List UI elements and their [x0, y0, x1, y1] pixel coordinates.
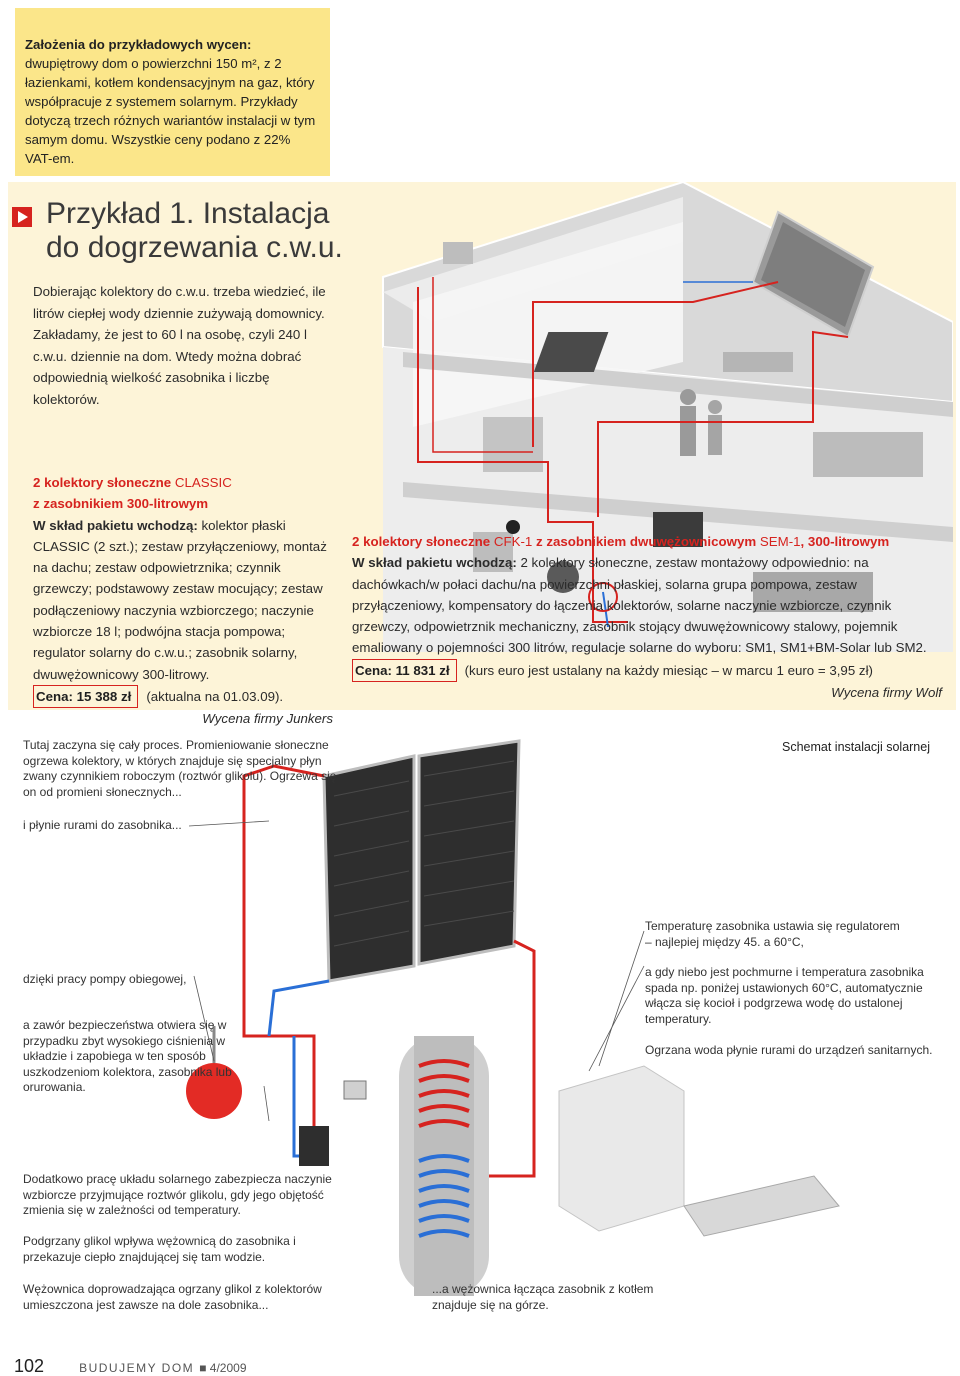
note-regulator: Temperaturę zasobnika ustawia się regulatorem – najlepiej między 45. a 60°C,	[645, 919, 900, 949]
offer2-pack-label: W skład pakietu wchodzą:	[352, 555, 517, 571]
offer1-price-row	[33, 685, 333, 708]
title-line-2: do dogrzewania c.w.u.	[46, 231, 343, 264]
offer1-heading	[33, 472, 333, 493]
offer2-heading-b: CFK-1	[493, 534, 533, 549]
offer1-price-note: (aktualna na 01.03.09).	[146, 688, 284, 704]
title-line-1: Przykład 1. Instalacja	[46, 197, 330, 230]
page-footer	[14, 1356, 247, 1376]
offer1-pack-text: kolektor płaski CLASSIC (2 szt.); zestaw przyłączeniowy, montaż na dachu; zestaw odpowietrznika; czynnik grzewczy; podstawowy zestaw mocujący; zestaw podłączeniowy naczynia wzbiorczego; naczynie wzbiorcze 18 l; podwójna stacja pompowa; regulator solarny do c.w.u.; zasobnik solarny, dwuwężownicowy 300-litrowy.	[33, 517, 327, 682]
diagram-title: Schemat instalacji solarnej	[782, 740, 930, 754]
offer2-heading-c: z zasobnikiem dwuwężownicowym	[532, 534, 760, 549]
offer2-price: Cena: 11 831 zł	[352, 659, 457, 682]
page-number: 102	[14, 1356, 45, 1376]
hot-water-tank	[399, 1036, 489, 1296]
offer2-heading	[352, 531, 942, 552]
offer2-pack	[352, 552, 942, 658]
play-arrow-icon	[12, 207, 32, 227]
article-title	[46, 197, 343, 265]
assumptions-text: dwupiętrowy dom o powierzchni 150 m², z 2 łazienkami, kotłem kondensacyjnym na gaz, który współpracuje z systemem solarnym. Przykłady dotyczą trzech różnych wariantów instalacji w tym samym domu. Wszystkie ceny podano z 22% VAT-em.	[25, 56, 316, 166]
offer-wolf	[352, 531, 942, 703]
offer2-price-note: (kurs euro jest ustalany na każdy miesiąc – w marcu 1 euro = 3,95 zł)	[464, 662, 873, 678]
offer2-heading-e: , 300-litrowym	[800, 534, 890, 549]
offer1-firm: Wycena firmy Junkers	[202, 711, 333, 727]
offer1-heading-b: CLASSIC	[174, 475, 232, 490]
note-pipes-to-tank: i płynie rurami do zasobnika...	[23, 818, 182, 832]
note-hot-water-out: Ogrzana woda płynie rurami do urządzeń sanitarnych.	[645, 1043, 933, 1057]
note-expansion-vessel: Dodatkowo pracę układu solarnego zabezpiecza naczynie wzbiorcze przyjmujące roztwór glikolu, gdy jego objętość zmienia się w zależności od temperatury.	[23, 1172, 332, 1217]
offer1-pack-label: W skład pakietu wchodzą:	[33, 517, 198, 533]
issue-separator-icon: ■	[199, 1361, 210, 1375]
solar-controller	[344, 1081, 366, 1099]
gas-boiler	[559, 1066, 684, 1231]
note-boiler-backup: a gdy niebo jest pochmurne i temperatura zasobnika spada np. poniżej ustawionych 60°C, automatycznie włącza się kocioł i podgrzewa wodę do ustalonej temperatury.	[645, 965, 924, 1026]
assumptions-lead: Założenia do przykładowych wycen:	[25, 37, 252, 52]
offer2-pack-text: 2 kolektory słoneczne, zestaw montażowy odpowiednio: na dachówkach/w połaci dachu/na powierzchni płaskiej, solarna grupa pompowa, zestaw przyłączeniowy, kompensatory do łączenia kolektorów, solarne naczynie wzbiorcze, czynnik grzewczy, odpowietrznik mechaniczny, zasobnik stojący dwuwężownicowy stalowy, pojemnik emaliowany o pojemności 300 litrów, regulacje solarne do wyboru: SM1, SM1+BM-Solar lub SM2.	[352, 555, 927, 656]
note-safety-valve: a zawór bezpieczeństwa otwiera się w przypadku zbyt wysokiego ciśnienia w układzie i zapobiega w ten sposób uszkodzeniom kolektora, zasobnika lub orurowania.	[23, 1018, 232, 1094]
offer1-pack	[33, 515, 333, 685]
pump-station	[299, 1126, 329, 1166]
offer2-heading-d: SEM-1	[759, 534, 801, 549]
offer-junkers	[33, 472, 333, 730]
offer2-price-row	[352, 659, 942, 682]
offer2-heading-a: 2 kolektory słoneczne	[352, 534, 494, 549]
note-circulation-pump: dzięki pracy pompy obiegowej,	[23, 972, 187, 986]
note-top-coil: ...a wężownica łącząca zasobnik z kotłem znajduje się na górze.	[432, 1282, 654, 1312]
offer2-firm: Wycena firmy Wolf	[831, 685, 942, 701]
note-process-start: Tutaj zaczyna się cały proces. Promieniowanie słoneczne ogrzewa kolektory, w których znajduje się specjalny płyn zwany czynnikiem roboczym (roztwór glikolu). Ogrzewa się on od promieni słonecznych...	[23, 738, 337, 799]
offer1-heading-c: z zasobnikiem 300-litrowym	[33, 496, 209, 512]
solar-collectors	[324, 741, 519, 981]
offer1-heading-a: 2 kolektory słoneczne	[33, 475, 175, 490]
intro-paragraph: Dobierając kolektory do c.w.u. trzeba wiedzieć, ile litrów ciepłej wody dziennie zużywają domownicy. Zakładamy, że jest to 60 l na osobę, czyli 240 l c.w.u. dziennie na dom. Wtedy można dobrać odpowiednią wielkość zasobnika i liczbę kolektorów.	[33, 284, 326, 407]
issue-number: 4/2009	[209, 1361, 247, 1375]
magazine-name: BUDUJEMY DOM	[79, 1361, 195, 1375]
sink	[684, 1176, 839, 1236]
offer1-price: Cena: 15 388 zł	[33, 685, 138, 708]
assumptions-box	[15, 8, 330, 176]
note-coil-heats: Podgrzany glikol wpływa wężownicą do zasobnika i przekazuje ciepło znajdującej się tam wodzie.	[23, 1234, 296, 1264]
note-bottom-coil: Wężownica doprowadzająca ogrzany glikol z kolektorów umieszczona jest zawsze na dole zasobnika...	[23, 1282, 322, 1312]
